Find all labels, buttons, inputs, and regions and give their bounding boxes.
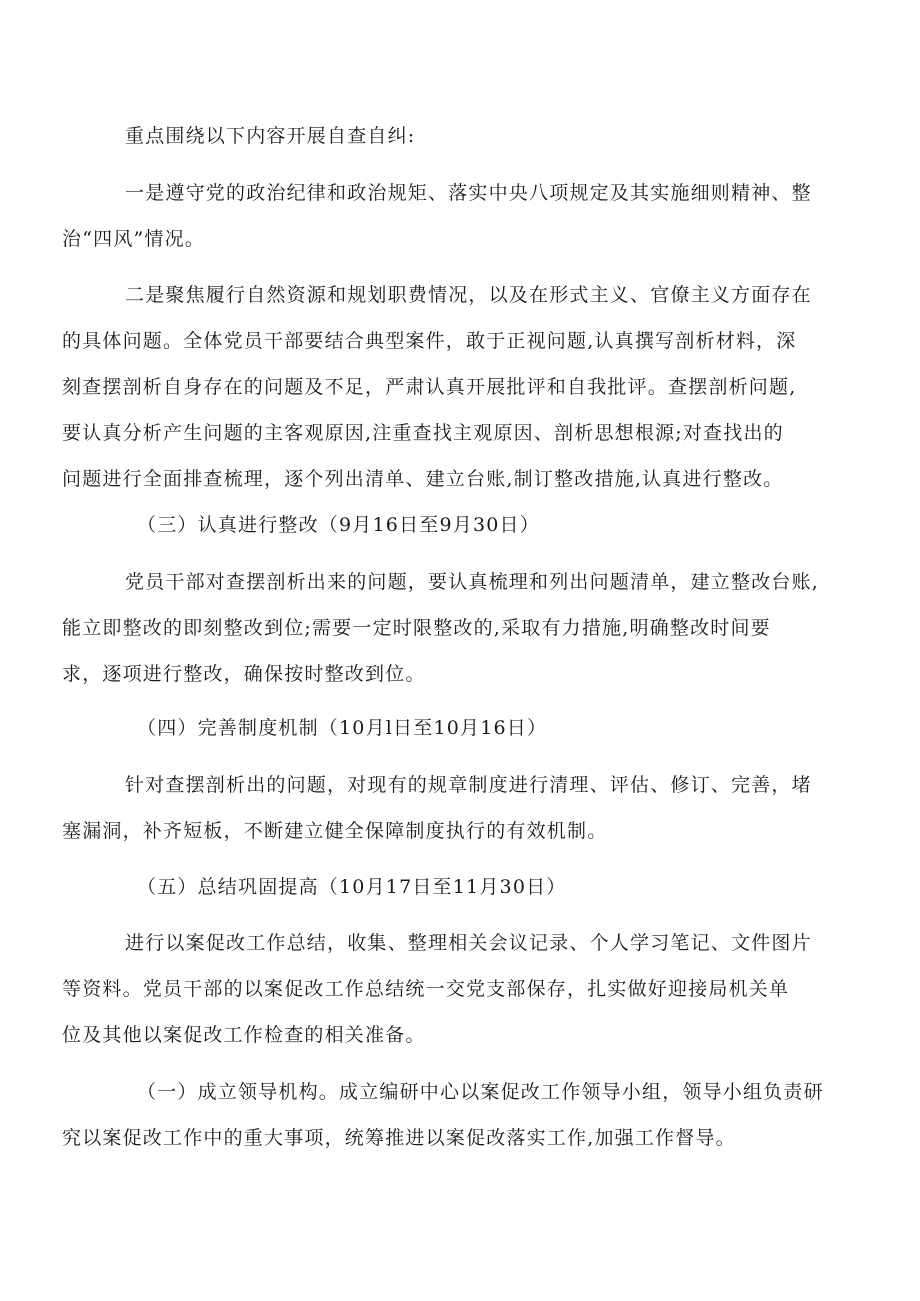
paragraph-two-line-1: 二是聚焦履行自然资源和规划职费情况，以及在形式主义、官僚主义方面存在	[125, 284, 812, 306]
paragraph-one-line-1: 一是遵守党的政治纪律和政治规矩、落实中央八项规定及其实施细则精神、整	[125, 182, 812, 204]
paragraph-five-line-2: 等资料。党员干部的以案促改工作总结统一交党支部保存，扎实做好迎接局机关单	[62, 978, 790, 1000]
paragraph-three-line-1: 党员干部对查摆剖析出来的问题，要认真梳理和列出问题清单，建立整改台账,	[125, 571, 820, 593]
paragraph-two-line-2: 的具体问题。全体党员干部要结合典型案件，敢于正视问题,认真撰写剖析材料，深	[62, 330, 797, 352]
paragraph-two-line-3: 刻查摆剖析自身存在的问题及不足，严肃认真开展批评和自我批评。查摆剖析问题,	[62, 376, 797, 398]
paragraph-three-line-2: 能立即整改的即刻整改到位;需要一定时限整改的,采取有力措施,明确整改时间要	[62, 617, 771, 639]
paragraph-one-line-2: 治“四风”情况。	[62, 228, 206, 250]
paragraph-five-line-3: 位及其他以案促改工作检查的相关准备。	[62, 1024, 426, 1046]
paragraph-four-line-1: 针对查摆剖析出的问题，对现有的规章制度进行清理、评估、修订、完善，堵	[125, 774, 812, 796]
section-heading-four: （四）完善制度机制（10月l日至10月16日）	[137, 717, 548, 739]
paragraph-six-line-2: 究以案促改工作中的重大事项，统筹推进以案促改落实工作,加强工作督导。	[62, 1127, 736, 1149]
paragraph-six-line-1: （一）成立领导机构。成立编研中心以案促改工作领导小组，领导小组负责研	[137, 1081, 824, 1103]
paragraph-intro-line-1: 重点围绕以下内容开展自查自纠:	[125, 125, 416, 147]
section-heading-five: （五）总结巩固提高（10月17日至11月30日）	[137, 876, 567, 898]
paragraph-two-line-5: 问题进行全面排查梳理，逐个列出清单、建立台账,制订整改措施,认真进行整改。	[62, 468, 784, 490]
paragraph-two-line-4: 要认真分析产生问题的主客观原因,注重查找主观原因、剖析思想根源;对查找出的	[62, 422, 784, 444]
paragraph-three-line-3: 求，逐项进行整改，确保按时整改到位。	[62, 663, 426, 685]
paragraph-five-line-1: 进行以案促改工作总结，收集、整理相关会议记录、个人学习笔记、文件图片	[125, 932, 812, 954]
section-heading-three: （三）认真进行整改（9月16日至9月30日）	[137, 514, 540, 536]
paragraph-four-line-2: 塞漏洞，补齐短板，不断建立健全保障制度执行的有效机制。	[62, 820, 608, 842]
